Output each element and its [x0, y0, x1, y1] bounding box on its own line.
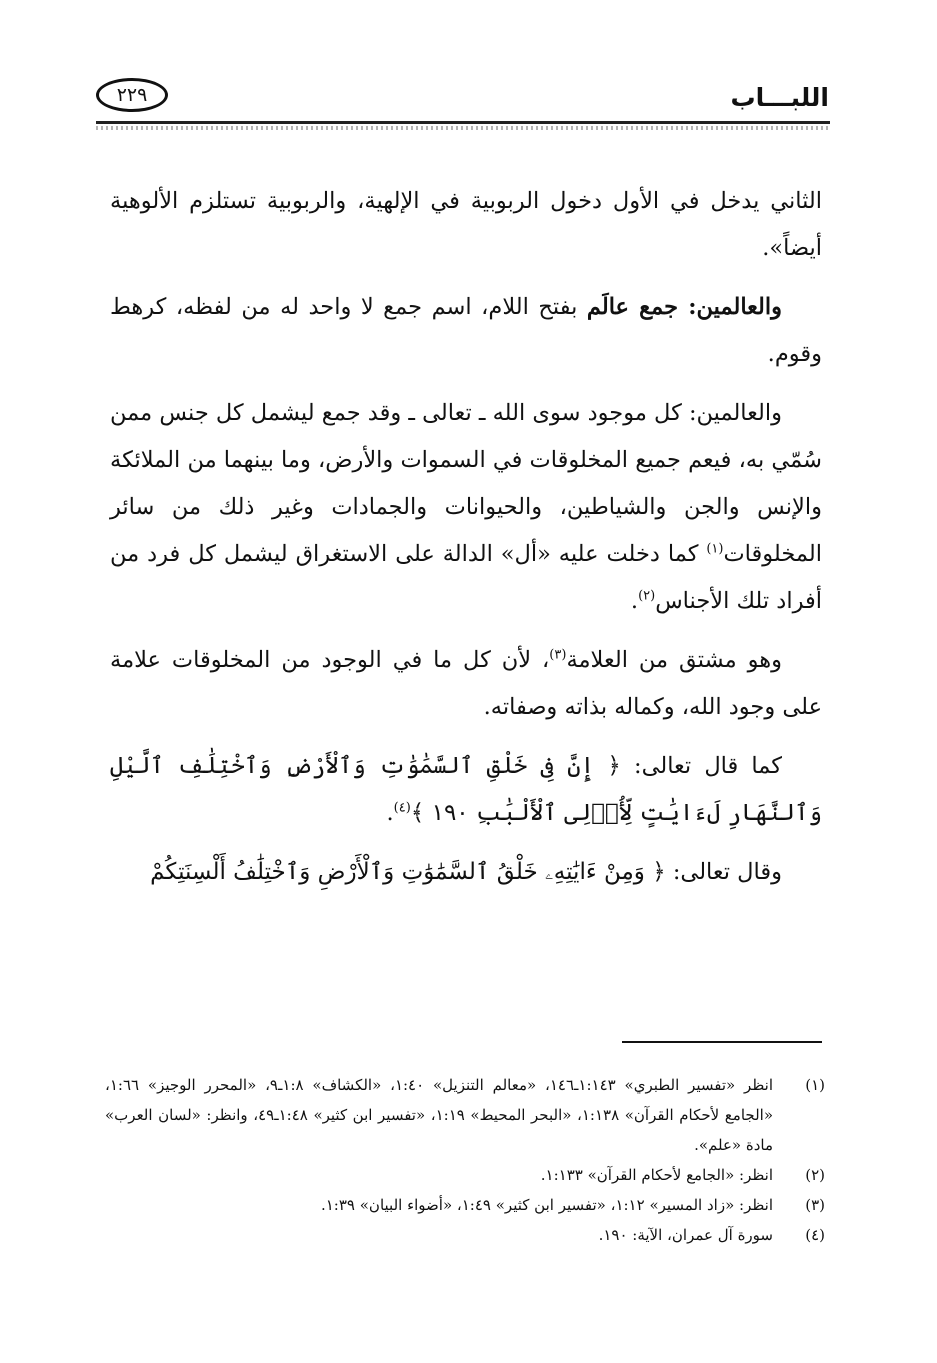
footnote-separator — [622, 1041, 822, 1043]
paragraph-5-end: . — [386, 800, 394, 826]
paragraph-6-intro: وقال تعالى: — [665, 859, 782, 885]
header-rule-ornament — [96, 126, 830, 130]
paragraph-1 — [110, 178, 822, 272]
footnote-1 — [105, 1070, 825, 1160]
footnotes — [105, 1070, 825, 1250]
quran-verse-1: ﴿ إِنَّ فِى خَلْقِ ٱلسَّمَٰوَٰتِ وَٱلْأَرْضِ وَٱخْتِلَٰفِ ٱلَّيْلِ وَٱلنَّهَارِ لَءَايَٰتٍ لِّأُو۟لِى ٱلْأَلْبَٰبِ ١٩٠ ﴾ — [110, 753, 822, 826]
footnote-ref-4[interactable]: (٤) — [393, 800, 411, 816]
footnote-ref-1[interactable]: (١) — [706, 541, 724, 557]
footnote-2 — [105, 1160, 825, 1190]
footnote-number: (١) — [805, 1076, 825, 1094]
footnote-number: (٤) — [805, 1226, 825, 1244]
paragraph-2-text: بفتح اللام، اسم جمع لا واحد له من لفظه، كرهط وقوم. — [110, 294, 822, 367]
footnote-4 — [105, 1220, 825, 1250]
footnote-3 — [105, 1190, 825, 1220]
footnote-number: (٣) — [805, 1196, 825, 1214]
paragraph-3-text-a: والعالمين: كل موجود سوى الله ـ تعالى ـ وقد جمع ليشمل كل جنس ممن سُمّي به، فيعم جميع المخلوقات في السموات والأرض، وما بينهما من الملائكة والإنس والجن والشياطين، والحيوانات والجمادات وغير ذلك من سائر المخلوقات — [110, 400, 822, 567]
footnote-ref-3[interactable]: (٣) — [549, 647, 567, 663]
footnote-text: انظر: «الجامع لأحكام القرآن» ١:١٣٣. — [540, 1166, 773, 1184]
paragraph-5 — [110, 743, 822, 837]
running-title: اللبـــاب — [730, 83, 829, 112]
page-number: ٢٢٩ — [116, 83, 148, 106]
paragraph-3 — [110, 390, 822, 625]
footnote-text: انظر «تفسير الطبري» ١:١٤٣ـ١٤٦، «معالم التنزيل» ١:٤٠، «الكشاف» ١:٨ـ٩، «المحرر الوجيز» ١:٦٦، «الجامع لأحكام القرآن» ١:١٣٨، «البحر المحيط» ١:١٩، «تفسير ابن كثير» ١:٤٨ـ٤٩، وانظر: «لسان العرب» مادة «علم». — [105, 1076, 773, 1154]
paragraph-6 — [110, 849, 822, 896]
footnote-text: سورة آل عمران، الآية: ١٩٠. — [598, 1226, 773, 1244]
term-heading: والعالمين: جمع عالَم — [586, 294, 783, 320]
paragraph-4 — [110, 637, 822, 731]
footnote-ref-2[interactable]: (٢) — [638, 588, 656, 604]
paragraph-4-text-b: ، لأن كل ما في الوجود من المخلوقات علامة على وجود الله، وكماله بذاته وصفاته. — [110, 647, 822, 720]
page-number-badge — [96, 78, 168, 112]
paragraph-4-text-a: وهو مشتق من العلامة — [566, 647, 782, 673]
main-text — [110, 178, 822, 908]
paragraph-5-intro: كما قال تعالى: — [620, 753, 782, 779]
header-rule — [96, 121, 830, 124]
quran-verse-2: ﴿ وَمِنْ ءَايَٰتِهِۦ خَلْقُ ٱلسَّمَٰوَٰتِ وَٱلْأَرْضِ وَٱخْتِلَٰفُ أَلْسِنَتِكُمْ — [150, 859, 666, 885]
footnote-number: (٢) — [805, 1166, 825, 1184]
footnote-text: انظر: «زاد المسير» ١:١٢، «تفسير ابن كثير» ١:٤٩، «أضواء البيان» ١:٣٩. — [320, 1196, 773, 1214]
paragraph-1-text: الثاني يدخل في الأول دخول الربوبية في الإلهية، والربوبية تستلزم الألوهية أيضاً». — [110, 188, 822, 261]
paragraph-3-text-c: . — [630, 588, 639, 614]
paragraph-2 — [110, 284, 822, 378]
paragraph-3-text-b: كما دخلت عليه «أل» الدالة على الاستغراق ليشمل كل فرد من أفراد تلك الأجناس — [110, 541, 822, 614]
